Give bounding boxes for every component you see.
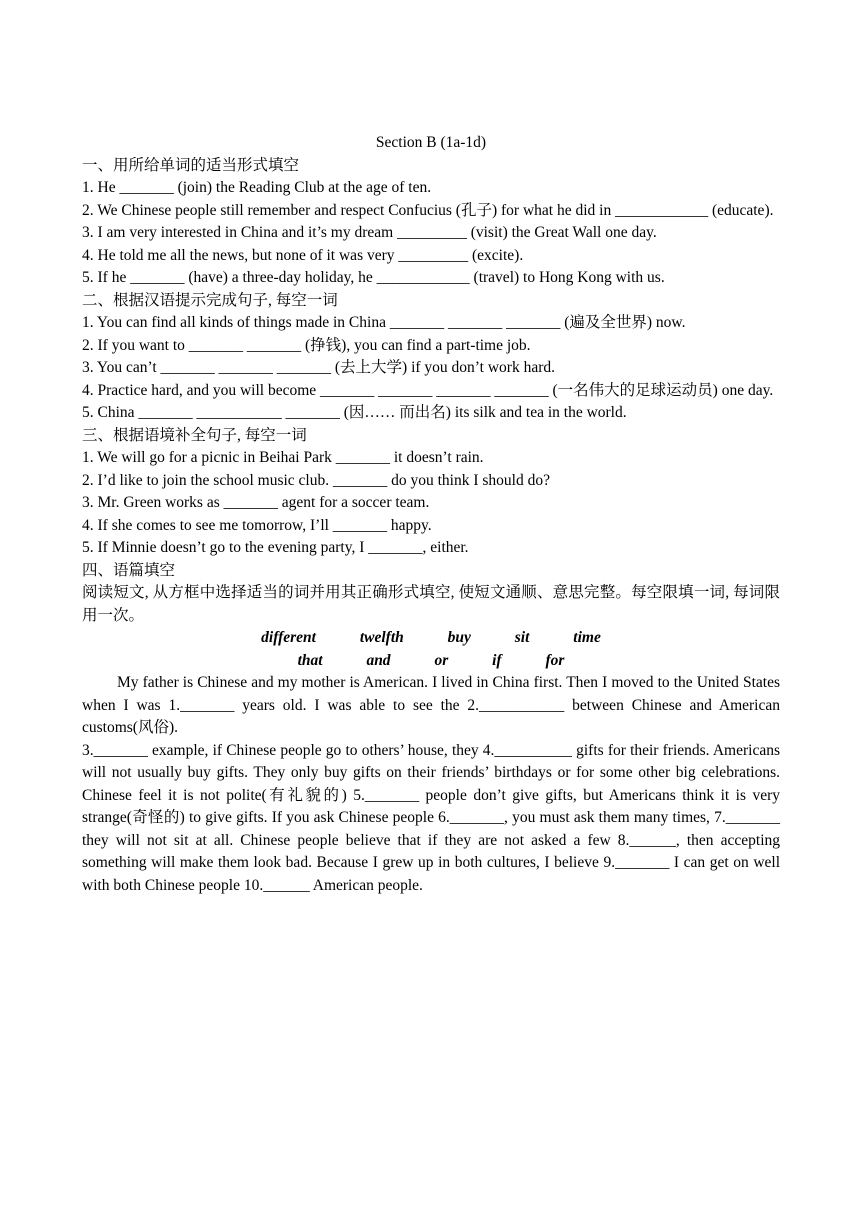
part3-item-4: 4. If she comes to see me tomorrow, I’ll _______ happy. (82, 516, 432, 534)
word-bank-word: twelfth (359, 629, 404, 646)
word-bank-word: different (261, 629, 316, 646)
part2-item-4: 4. Practice hard, and you will become _______ _______ _______ _______ (一名伟大的足球运动员) one day. (82, 381, 774, 399)
part3-item-3: 3. Mr. Green works as _______ agent for a soccer team. (82, 494, 430, 511)
part2-item-3: 3. You can’t _______ _______ _______ (去上大学) if you don’t work hard. (82, 359, 556, 376)
part1-item-3: 3. I am very interested in China and it’s my dream _________ (visit) the Great Wall one day. (82, 224, 657, 241)
part4-instructions: 阅读短文, 从方框中选择适当的词并用其正确形式填空, 使短文通顺、意思完整。每空限填一词, 每词限用一次。 (82, 584, 780, 624)
part2-item-5: 5. China _______ ___________ _______ (因…… 而出名) its silk and tea in the world. (82, 404, 627, 421)
part4-heading: 四、语篇填空 (82, 561, 176, 579)
part1-heading: 一、用所给单词的适当形式填空 (82, 156, 300, 174)
part3-heading: 三、根据语境补全句子, 每空一词 (82, 426, 307, 444)
page-title: Section B (1a-1d) (375, 134, 487, 151)
word-bank-word: sit (514, 629, 530, 646)
part1-item-1: 1. He _______ (join) the Reading Club at the age of ten. (82, 179, 432, 196)
word-bank-row-1 (82, 627, 780, 650)
worksheet-content (82, 132, 780, 897)
part2-item-1: 1. You can find all kinds of things made in China _______ _______ _______ (遍及全世界) now. (82, 314, 686, 331)
word-bank-word: if (492, 651, 502, 669)
word-bank-word: and (366, 651, 391, 669)
part1-item-5: 5. If he _______ (have) a three-day holiday, he ____________ (travel) to Hong Kong with us. (82, 269, 665, 286)
passage-paragraph-1: My father is Chinese and my mother is American. I lived in China first. Then I moved to the United States when I was 1._______ years old. I was able to see the 2.___________ between Chinese and American customs(风俗). (82, 674, 780, 736)
passage-paragraph-2: 3._______ example, if Chinese people go to others’ house, they 4.__________ gifts for their friends. Americans will not usually buy gifts. They only buy gifts on their friends’ birthdays or for some other big celebrations. Chinese feel it is not polite(有礼貌的) 5._______ people don’t give gifts, but Americans think it is very strange(奇怪的) to give gifts. If you ask Chinese people 6._______, you must ask them many times, 7._______ they will not sit at all. Chinese people believe that if they are not asked a few 8.______, then accepting something will make them look bad. Because I grew up in both cultures, I believe 9._______ I can get on well with both Chinese people 10.______ American people. (82, 741, 780, 894)
word-bank-word: buy (447, 629, 471, 646)
word-bank-word: or (434, 651, 449, 669)
part3-item-1: 1. We will go for a picnic in Beihai Park _______ it doesn’t rain. (82, 449, 484, 466)
part3-item-2: 2. I’d like to join the school music club. _______ do you think I should do? (82, 471, 550, 489)
part2-heading: 二、根据汉语提示完成句子, 每空一词 (82, 291, 338, 309)
part1-item-4: 4. He told me all the news, but none of it was very _________ (excite). (82, 246, 524, 264)
part3-item-5: 5. If Minnie doesn’t go to the evening party, I _______, either. (82, 539, 469, 556)
word-bank-word: for (545, 651, 565, 669)
part2-item-2: 2. If you want to _______ _______ (挣钱), you can find a part-time job. (82, 336, 531, 354)
word-bank-word: time (573, 629, 601, 646)
word-bank-row-2 (82, 650, 780, 673)
part1-item-2: 2. We Chinese people still remember and respect Confucius (孔子) for what he did in ____________ (educate). (82, 201, 774, 219)
word-bank-word: that (297, 651, 323, 669)
